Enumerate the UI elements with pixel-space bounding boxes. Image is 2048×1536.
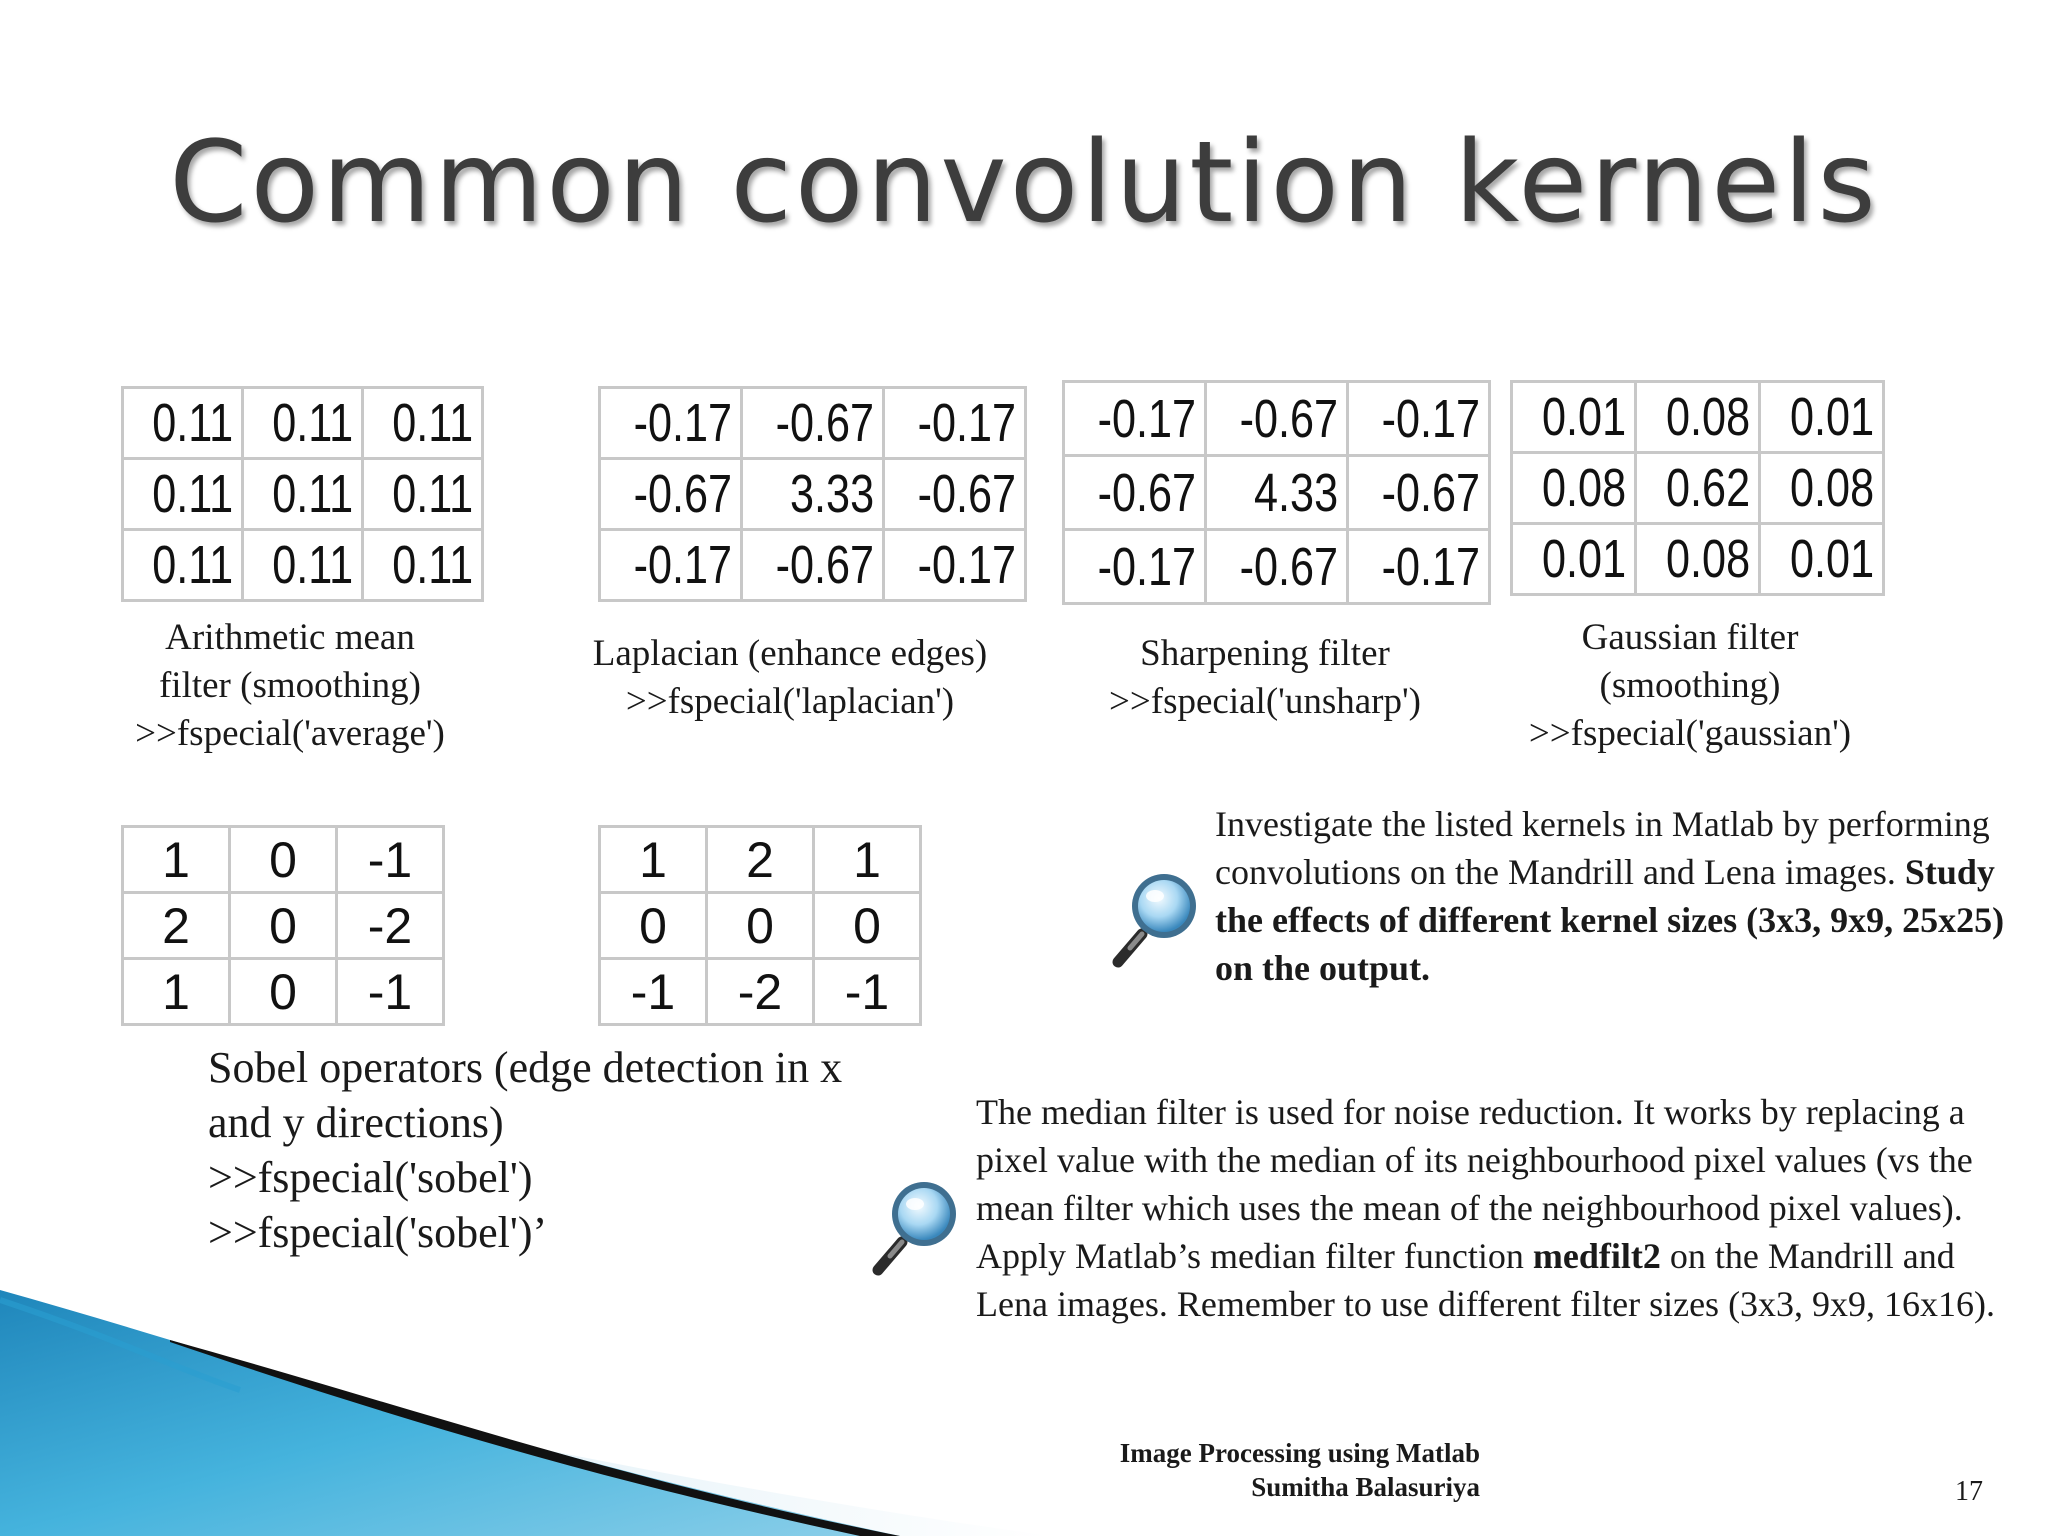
matrix-cell: 0.11 bbox=[363, 388, 483, 459]
slide-title: Common convolution kernels bbox=[169, 118, 1879, 248]
matrix-cell: 0.11 bbox=[123, 530, 243, 601]
matrix-cell: 0.08 bbox=[1636, 524, 1760, 595]
kernel-gaussian-matrix bbox=[1510, 380, 1885, 596]
kernel-laplacian-matrix bbox=[598, 386, 1027, 602]
matrix-cell: 0.01 bbox=[1512, 524, 1636, 595]
matrix-cell: 0.11 bbox=[243, 388, 363, 459]
matrix-cell: 2 bbox=[707, 827, 814, 893]
matrix-cell: -0.67 bbox=[742, 388, 884, 459]
kernel-average-caption: Arithmetic mean filter (smoothing) >>fspecial('average') bbox=[135, 617, 445, 754]
magnifier-icon bbox=[868, 1176, 964, 1276]
matrix-cell: 0.08 bbox=[1636, 382, 1760, 453]
matrix-cell: -0.17 bbox=[1348, 530, 1490, 604]
matrix-cell: -0.67 bbox=[1206, 530, 1348, 604]
matrix-cell: 1 bbox=[123, 959, 230, 1025]
matrix-cell: 0.01 bbox=[1512, 382, 1636, 453]
matrix-cell: -2 bbox=[337, 893, 444, 959]
matrix-cell: 0 bbox=[600, 893, 707, 959]
matrix-cell: -1 bbox=[337, 959, 444, 1025]
matrix-cell: 0 bbox=[707, 893, 814, 959]
sobel-caption: Sobel operators (edge detection in x and y directions) >>fspecial('sobel') >>fspecial('sobel')’ bbox=[208, 1043, 843, 1257]
matrix-cell: 0.11 bbox=[123, 459, 243, 530]
matrix-cell: -0.17 bbox=[1348, 382, 1490, 456]
footer-credit: Image Processing using Matlab Sumitha Balasuriya bbox=[1119, 1438, 1480, 1502]
matrix-cell: -1 bbox=[600, 959, 707, 1025]
kernel-laplacian-caption: Laplacian (enhance edges) >>fspecial('laplacian') bbox=[592, 633, 988, 722]
matrix-cell: 0 bbox=[230, 827, 337, 893]
matrix-cell: 0.11 bbox=[243, 459, 363, 530]
matrix-cell: -0.17 bbox=[600, 530, 742, 601]
sobel-x-matrix bbox=[121, 825, 445, 1026]
matrix-cell: -0.17 bbox=[1064, 530, 1206, 604]
matrix-cell: 1 bbox=[123, 827, 230, 893]
matrix-cell: 0.62 bbox=[1636, 453, 1760, 524]
matrix-cell: 0.11 bbox=[123, 388, 243, 459]
matrix-cell: 1 bbox=[814, 827, 921, 893]
matrix-cell: 0.01 bbox=[1760, 382, 1884, 453]
kernel-gaussian-caption: Gaussian filter (smoothing) >>fspecial('gaussian') bbox=[1528, 617, 1852, 754]
matrix-cell: 0.08 bbox=[1512, 453, 1636, 524]
matrix-cell: 0 bbox=[230, 959, 337, 1025]
matrix-cell: 0 bbox=[814, 893, 921, 959]
matrix-cell: -0.17 bbox=[1064, 382, 1206, 456]
page-number: 17 bbox=[1955, 1476, 1983, 1507]
matrix-cell: 0.11 bbox=[363, 459, 483, 530]
matrix-cell: 1 bbox=[600, 827, 707, 893]
matrix-cell: -0.67 bbox=[600, 459, 742, 530]
kernel-sharpening-caption: Sharpening filter >>fspecial('unsharp') bbox=[1109, 633, 1421, 722]
decorative-swoosh bbox=[0, 1280, 1200, 1536]
median-filter-note: The median filter is used for noise reduction. It works by replacing a pixel value with the median of its neighbourhood pixel values (vs the mean filter which uses the mean of the neighbourhood pixel values). Apply Matlab’s median filter function medfilt2 on the Mandrill and Lena images. Remember to use different filter sizes (3x3, 9x9, 16x16). bbox=[976, 1092, 1996, 1324]
matrix-cell: 0 bbox=[230, 893, 337, 959]
matrix-cell: -2 bbox=[707, 959, 814, 1025]
matrix-cell: 0.01 bbox=[1760, 524, 1884, 595]
matrix-cell: -0.17 bbox=[884, 388, 1026, 459]
magnifier-icon bbox=[1108, 868, 1204, 968]
matrix-cell: 2 bbox=[123, 893, 230, 959]
matrix-cell: 0.11 bbox=[363, 530, 483, 601]
matrix-cell: 3.33 bbox=[742, 459, 884, 530]
matrix-cell: 0.11 bbox=[243, 530, 363, 601]
matrix-cell: -0.67 bbox=[742, 530, 884, 601]
matrix-cell: -0.17 bbox=[884, 530, 1026, 601]
matrix-cell: -0.17 bbox=[600, 388, 742, 459]
matrix-cell: -0.67 bbox=[1206, 382, 1348, 456]
matrix-cell: -1 bbox=[814, 959, 921, 1025]
matrix-cell: -0.67 bbox=[1064, 456, 1206, 530]
matrix-cell: -1 bbox=[337, 827, 444, 893]
matrix-cell: 0.08 bbox=[1760, 453, 1884, 524]
kernel-sharpening-matrix bbox=[1062, 380, 1491, 605]
kernel-average-matrix bbox=[121, 386, 484, 602]
investigate-note: Investigate the listed kernels in Matlab by performing convolutions on the Mandrill and Lena images. Study the effects of different kernel sizes (3x3, 9x9, 25x25) on the output. bbox=[1215, 804, 2005, 988]
matrix-cell: -0.67 bbox=[1348, 456, 1490, 530]
matrix-cell: -0.67 bbox=[884, 459, 1026, 530]
sobel-y-matrix bbox=[598, 825, 922, 1026]
matrix-cell: 4.33 bbox=[1206, 456, 1348, 530]
